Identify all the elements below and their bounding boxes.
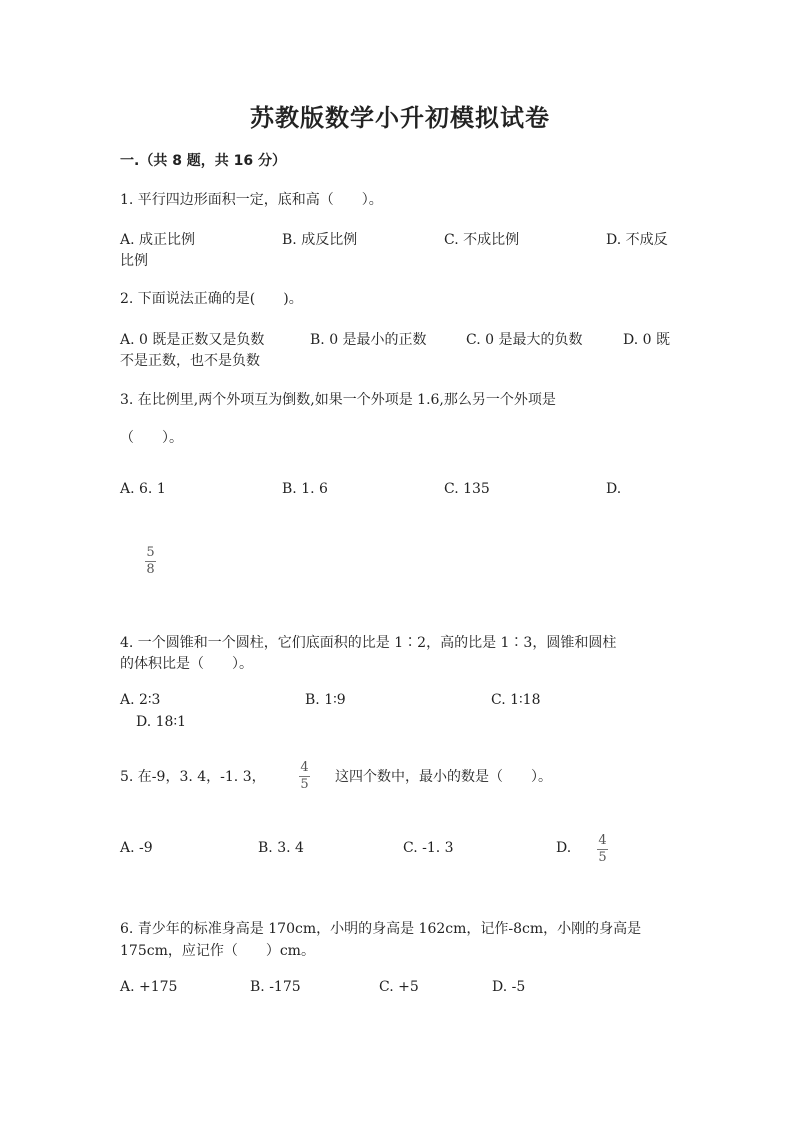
option-c: C. 1∶18 xyxy=(491,692,541,708)
option-b: B. 0 是最小的正数 xyxy=(310,332,427,348)
option-a: A. -9 xyxy=(120,840,153,856)
option-a: A. 2∶3 xyxy=(120,692,161,708)
option-d: D. 18∶1 xyxy=(136,714,186,730)
option-c: C. 不成比例 xyxy=(444,232,520,248)
question-stem: 6. 青少年的标准身高是 170cm，小明的身高是 162cm，记作-8cm，小刚的身高是 xyxy=(120,921,642,937)
option-d-fraction xyxy=(597,834,608,865)
option-b: B. 1. 6 xyxy=(282,481,328,497)
stem-fraction xyxy=(299,761,310,792)
fraction-numerator: 4 xyxy=(598,833,607,848)
option-d: D. 不成反 xyxy=(606,232,668,248)
option-d: D. xyxy=(556,840,572,856)
option-a: A. 成正比例 xyxy=(120,232,196,248)
option-d-fraction xyxy=(145,546,156,577)
option-b: B. -175 xyxy=(250,979,301,995)
fraction-denominator: 8 xyxy=(146,562,155,577)
fraction-denominator: 5 xyxy=(300,777,309,792)
option-b: B. 成反比例 xyxy=(282,232,358,248)
option-d-wrap: 比例 xyxy=(120,253,148,269)
question-stem: 4. 一个圆锥和一个圆柱，它们底面积的比是 1∶2，高的比是 1∶3，圆锥和圆柱 xyxy=(120,635,617,651)
option-b: B. 3. 4 xyxy=(258,840,304,856)
question-stem-cont: 的体积比是（ ）。 xyxy=(120,656,253,672)
question-stem: 3. 在比例里,两个外项互为倒数,如果一个外项是 1.6,那么另一个外项是 xyxy=(120,392,556,408)
question-stem-cont: 175cm，应记作（ ）cm。 xyxy=(120,943,315,959)
option-a: A. 0 既是正数又是负数 xyxy=(120,332,265,348)
option-a: A. 6. 1 xyxy=(120,481,166,497)
option-d: D. 0 既 xyxy=(623,332,670,348)
option-b: B. 1∶9 xyxy=(305,692,346,708)
option-c: C. 0 是最大的负数 xyxy=(466,332,583,348)
exam-title: 苏教版数学小升初模拟试卷 xyxy=(250,103,550,132)
option-c: C. 135 xyxy=(444,481,490,497)
fraction-numerator: 5 xyxy=(146,545,155,560)
question-stem: 1. 平行四边形面积一定，底和高（ ）。 xyxy=(120,192,383,208)
question-stem-cont: 这四个数中，最小的数是（ ）。 xyxy=(335,769,552,785)
section-header: 一.（共 8 题，共 16 分） xyxy=(120,153,287,169)
option-c: C. -1. 3 xyxy=(403,840,454,856)
question-stem: 2. 下面说法正确的是( )。 xyxy=(120,291,303,307)
question-stem-cont: （ ）。 xyxy=(120,430,183,446)
option-d: D. xyxy=(606,481,622,497)
option-d-wrap: 不是正数，也不是负数 xyxy=(120,353,260,369)
fraction-numerator: 4 xyxy=(300,760,309,775)
option-d: D. -5 xyxy=(492,979,526,995)
option-a: A. +175 xyxy=(120,979,178,995)
option-c: C. +5 xyxy=(379,979,419,995)
question-stem: 5. 在-9，3. 4，-1. 3， xyxy=(120,769,266,785)
fraction-denominator: 5 xyxy=(598,850,607,865)
